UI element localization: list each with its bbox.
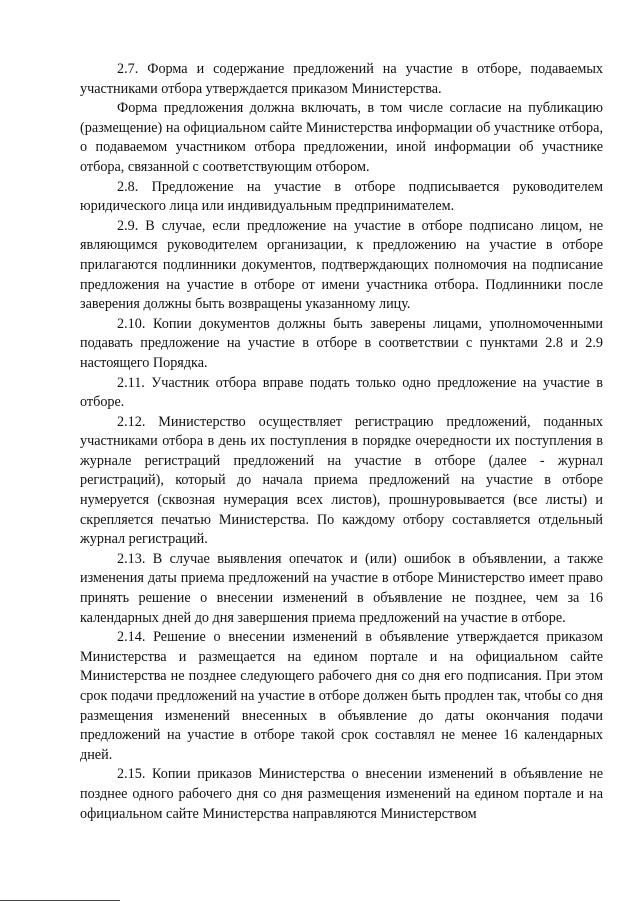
footer-divider xyxy=(0,900,120,901)
paragraph-2-14: 2.14. Решение о внесении изменений в объявление утверждается приказом Министерства и размещается на едином портале и на официальном сайте Министерства не позднее следующего рабочего дня со дня его подписания. При этом срок подачи предложений на участие в отборе должен быть продлен так, чтобы со дня размещения изменений внесенных в объявление до даты окончания подачи предложений на участие в отборе такой срок составлял не менее 16 календарных дней. xyxy=(80,629,603,763)
paragraph-2-8: 2.8. Предложение на участие в отборе подписывается руководителем юридического лица или индивидуальным предпринимателем. xyxy=(80,178,603,215)
paragraph-2-13: 2.13. В случае выявления опечаток и (или) ошибок в объявлении, а также изменения даты приема предложений на участие в отборе Министерство имеет право принять решение о внесении изменений в объявление не позднее, чем за 16 календарных дней до дня завершения приема предложений на участие в отборе. xyxy=(80,550,603,626)
document-body xyxy=(80,60,603,824)
paragraph-2-15: 2.15. Копии приказов Министерства о внесении изменений в объявление не позднее одного рабочего дня со дня размещения изменений на едином портале и на официальном сайте Министерства направляются Министерством xyxy=(80,766,603,822)
paragraph-2-7: 2.7. Форма и содержание предложений на участие в отборе, подаваемых участниками отбора утверждается приказом Министерства. xyxy=(80,61,603,97)
paragraph-2-11: 2.11. Участник отбора вправе подать только одно предложение на участие в отборе. xyxy=(80,374,603,411)
paragraph-2-9: 2.9. В случае, если предложение на участие в отборе подписано лицом, не являющимся руководителем организации, к предложению на участие в отборе прилагаются подлинники документов, подтверждающих полномочия на подписание предложения на участие в отборе от имени участника отбора. Подлинники после заверения должны быть возвращены указанному лицу. xyxy=(80,217,603,313)
paragraph-form-contents: Форма предложения должна включать, в том числе согласие на публикацию (размещение) на официальном сайте Министерства информации об участнике отбора, о подаваемом участником отбора предложении, иной информации об участнике отбора, связанной с соответствующим отбором. xyxy=(80,100,603,175)
paragraph-2-10: 2.10. Копии документов должны быть заверены лицами, уполномоченными подавать предложение на участие в отборе в соответствии с пунктами 2.8 и 2.9 настоящего Порядка. xyxy=(80,315,603,371)
paragraph-2-12: 2.12. Министерство осуществляет регистрацию предложений, поданных участниками отбора в день их поступления в порядке очередности их поступления в журнале регистраций предложений на участие в отборе (далее - журнал регистраций), который до начала приема предложений на участие в отборе нумеруется (сквозная нумерация всех листов), прошнуровывается (все листы) и скрепляется печатью Министерства. По каждому отбору составляется отдельный журнал регистраций. xyxy=(80,413,603,548)
